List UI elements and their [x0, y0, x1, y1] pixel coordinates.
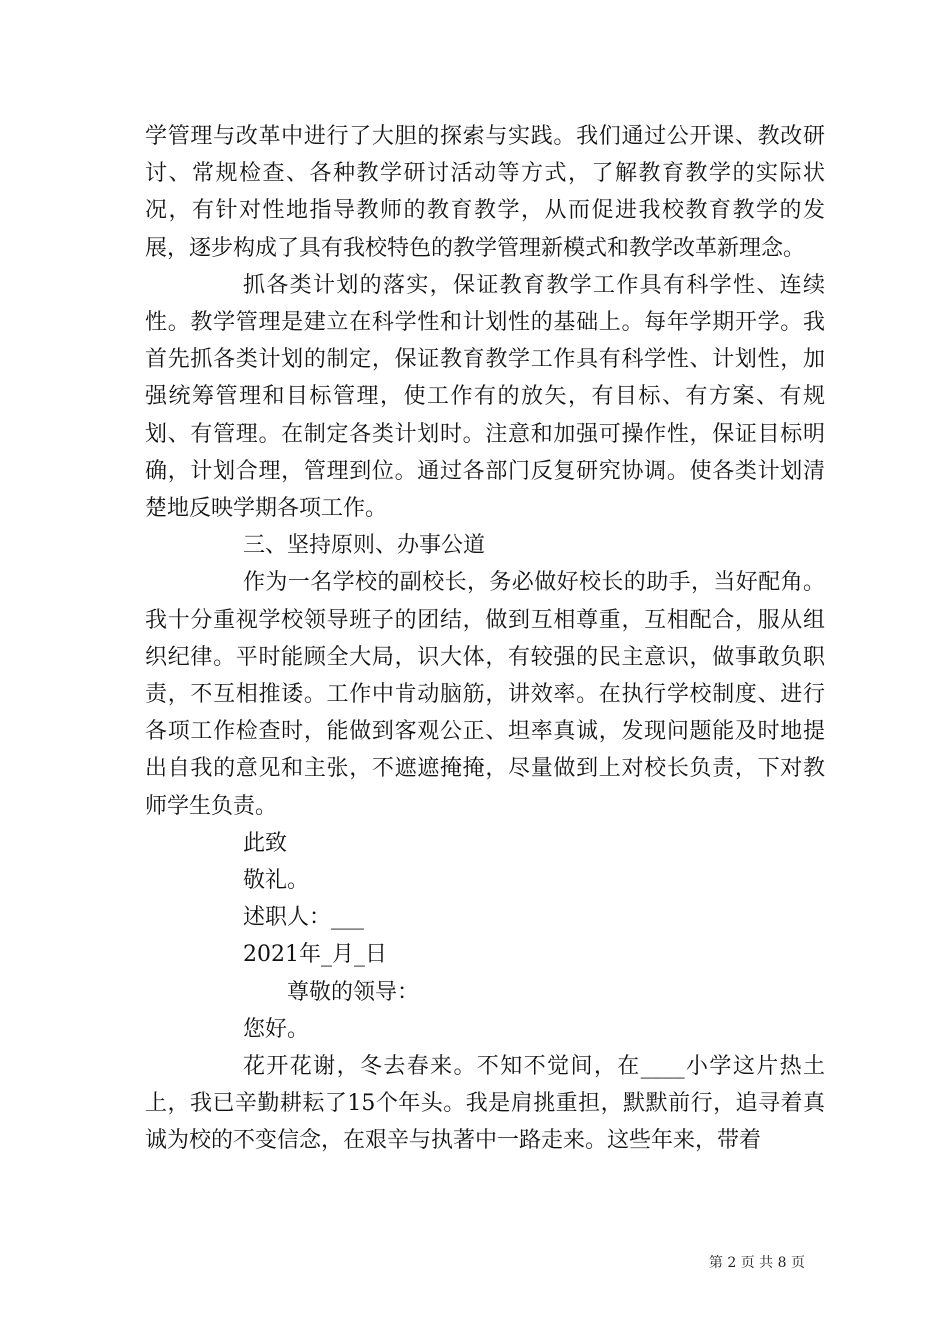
- closing-salutation: 此致: [243, 830, 288, 856]
- document-body: [145, 118, 825, 1160]
- paragraph-intro: 学管理与改革中进行了大胆的探索与实践。我们通过公开课、教改研讨、常规检查、各种教学研讨活动等方式，了解教育教学的实际状况，有针对性地指导教师的教育教学，从而促进我校教育教学的发展，逐步构成了具有我校特色的教学管理新模式和教学改革新理念。: [145, 124, 825, 261]
- date-line: 2021年_月_日: [243, 942, 387, 968]
- page-number-footer: 第 2 页 共 8 页: [708, 1255, 805, 1271]
- signature-line: 述职人：___: [243, 905, 365, 931]
- section-heading: 三、坚持原则、办事公道: [243, 533, 486, 559]
- paragraph-plans: 抓各类计划的落实，保证教育教学工作具有科学性、连续性。教学管理是建立在科学性和计划性的基础上。每年学期开学。我首先抓各类计划的制定，保证教育教学工作具有科学性、计划性，加强统筹管理和目标管理，使工作有的放矢，有目标、有方案、有规划、有管理。在制定各类计划时。注意和加强可操作性，保证目标明确，计划合理，管理到位。通过各部门反复研究协调。使各类计划清楚地反映学期各项工作。: [145, 272, 825, 522]
- paragraph-opening: 花开花谢，冬去春来。不知不觉间，在____小学这片热土上，我已辛勤耕耘了15个年头。我是肩挑重担，默默前行，追寻着真诚为校的不变信念，在艰辛与执著中一路走来。这些年来，带着: [145, 1054, 825, 1154]
- paragraph-principles: 作为一名学校的副校长，务必做好校长的助手，当好配角。我十分重视学校领导班子的团结，做到互相尊重，互相配合，服从组织纪律。平时能顾全大局，识大体，有较强的民主意识，做事敢负职责，不互相推诿。工作中肯动脑筋，讲效率。在执行学校制度、进行各项工作检查时，能做到客观公正、坦率真诚，发现问题能及时地提出自我的意见和主张，不遮遮掩掩，尽量做到上对校长负责，下对教师学生负责。: [145, 570, 825, 819]
- greeting-line: 尊敬的领导：: [287, 979, 420, 1005]
- hello-line: 您好。: [243, 1016, 310, 1042]
- closing-regards: 敬礼。: [243, 868, 310, 894]
